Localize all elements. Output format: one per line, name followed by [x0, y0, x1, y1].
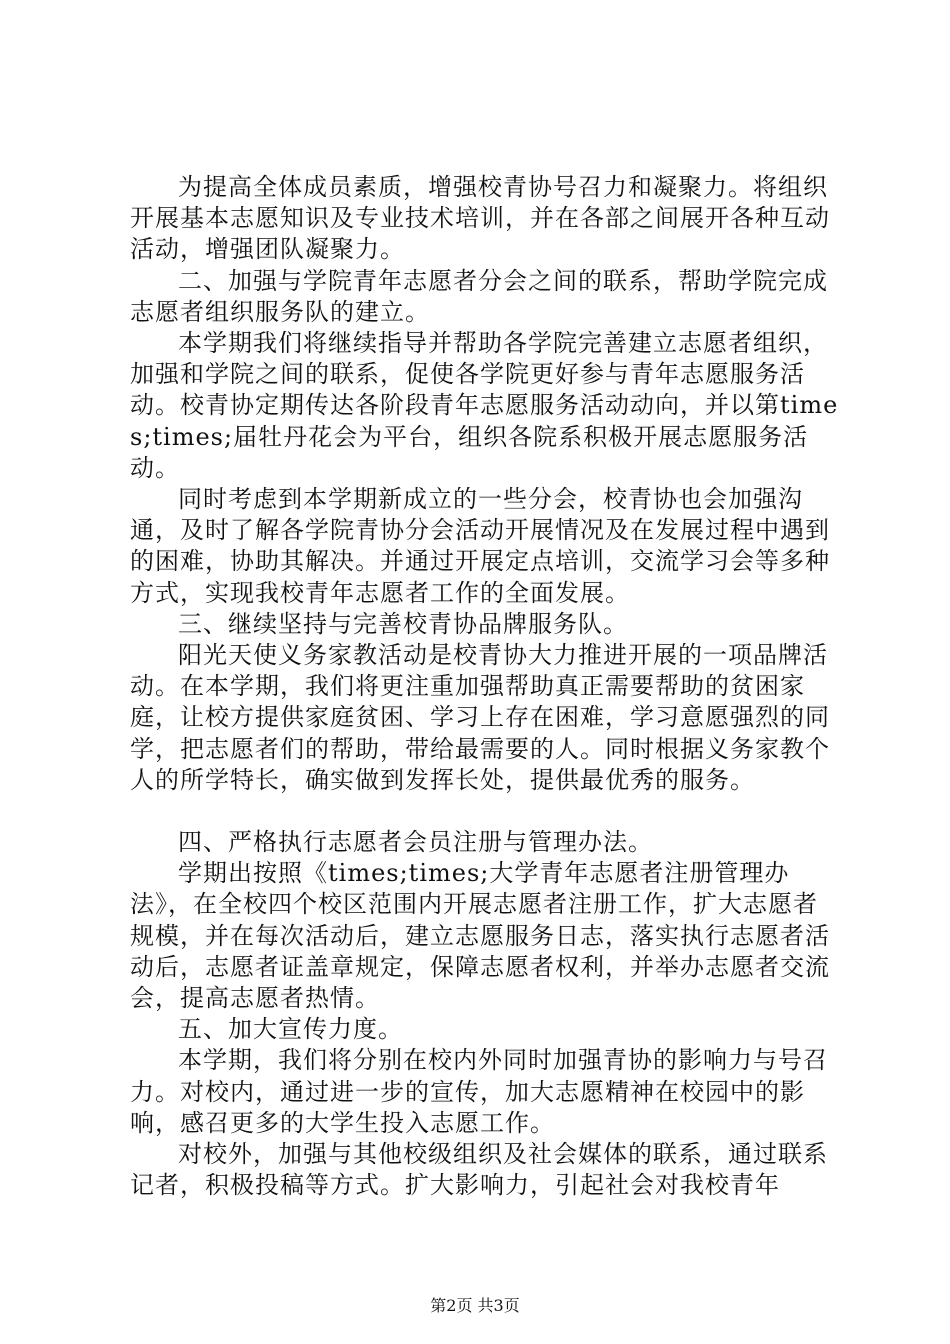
paragraph-new-branches: 同时考虑到本学期新成立的一些分会，校青协也会加强沟通，及时了解各学院青协分会活动开展情况及在发展过程中遇到的困难，协助其解决。并通过开展定点培训，交流学习会等多种方式，实现我校青年志愿者工作的全面发展。: [130, 485, 830, 607]
paragraph-campus-publicity: 本学期，我们将分别在校内外同时加强青协的影响力与号召力。对校内，通过进一步的宣传，加大志愿精神在校园中的影响，感召更多的大学生投入志愿工作。: [130, 1046, 828, 1137]
document-body: [130, 172, 840, 1202]
heading-section-three: 三、继续坚持与完善校青协品牌服务队。: [178, 609, 628, 638]
page-number-footer: 第2页 共3页: [430, 1296, 520, 1315]
heading-section-five: 五、加大宣传力度。: [178, 1015, 403, 1044]
paragraph-registration: 学期出按照《times;times;大学青年志愿者注册管理办法》，在全校四个校区范围内开展志愿者注册工作，扩大志愿者规模，并在每次活动后，建立志愿服务日志，落实执行志愿者活动后，志愿者证盖章规定，保障志愿者权利，并举办志愿者交流会，提高志愿者热情。: [130, 859, 830, 1013]
heading-section-two: 二、加强与学院青年志愿者分会之间的联系，帮助学院完成志愿者组织服务队的建立。: [130, 266, 828, 326]
paragraph-sunshine-tutoring: 阳光天使义务家教活动是校青协大力推进开展的一项品牌活动。在本学期，我们将更注重加强帮助真正需要帮助的贫困家庭，让校方提供家庭贫困、学习上存在困难，学习意愿强烈的同学，把志愿者们的帮助，带给最需要的人。同时根据义务家教个人的所学特长，确实做到发挥长处，提供最优秀的服务。: [130, 641, 830, 794]
paragraph-external-publicity: 对校外，加强与其他校级组织及社会媒体的联系，通过联系记者，积极投稿等方式。扩大影响力，引起社会对我校青年: [130, 1140, 828, 1200]
paragraph-college-guidance: 本学期我们将继续指导并帮助各学院完善建立志愿者组织，加强和学院之间的联系，促使各学院更好参与青年志愿服务活动。校青协定期传达各阶段青年志愿服务活动动向，并以第times;times;届牡丹花会为平台，组织各院系积极开展志愿服务活动。: [130, 329, 839, 482]
heading-section-four: 四、严格执行志愿者会员注册与管理办法。: [178, 828, 653, 857]
paragraph-training: 为提高全体成员素质，增强校青协号召力和凝聚力。将组织开展基本志愿知识及专业技术培训，并在各部之间展开各种互动活动，增强团队凝聚力。: [130, 173, 830, 264]
